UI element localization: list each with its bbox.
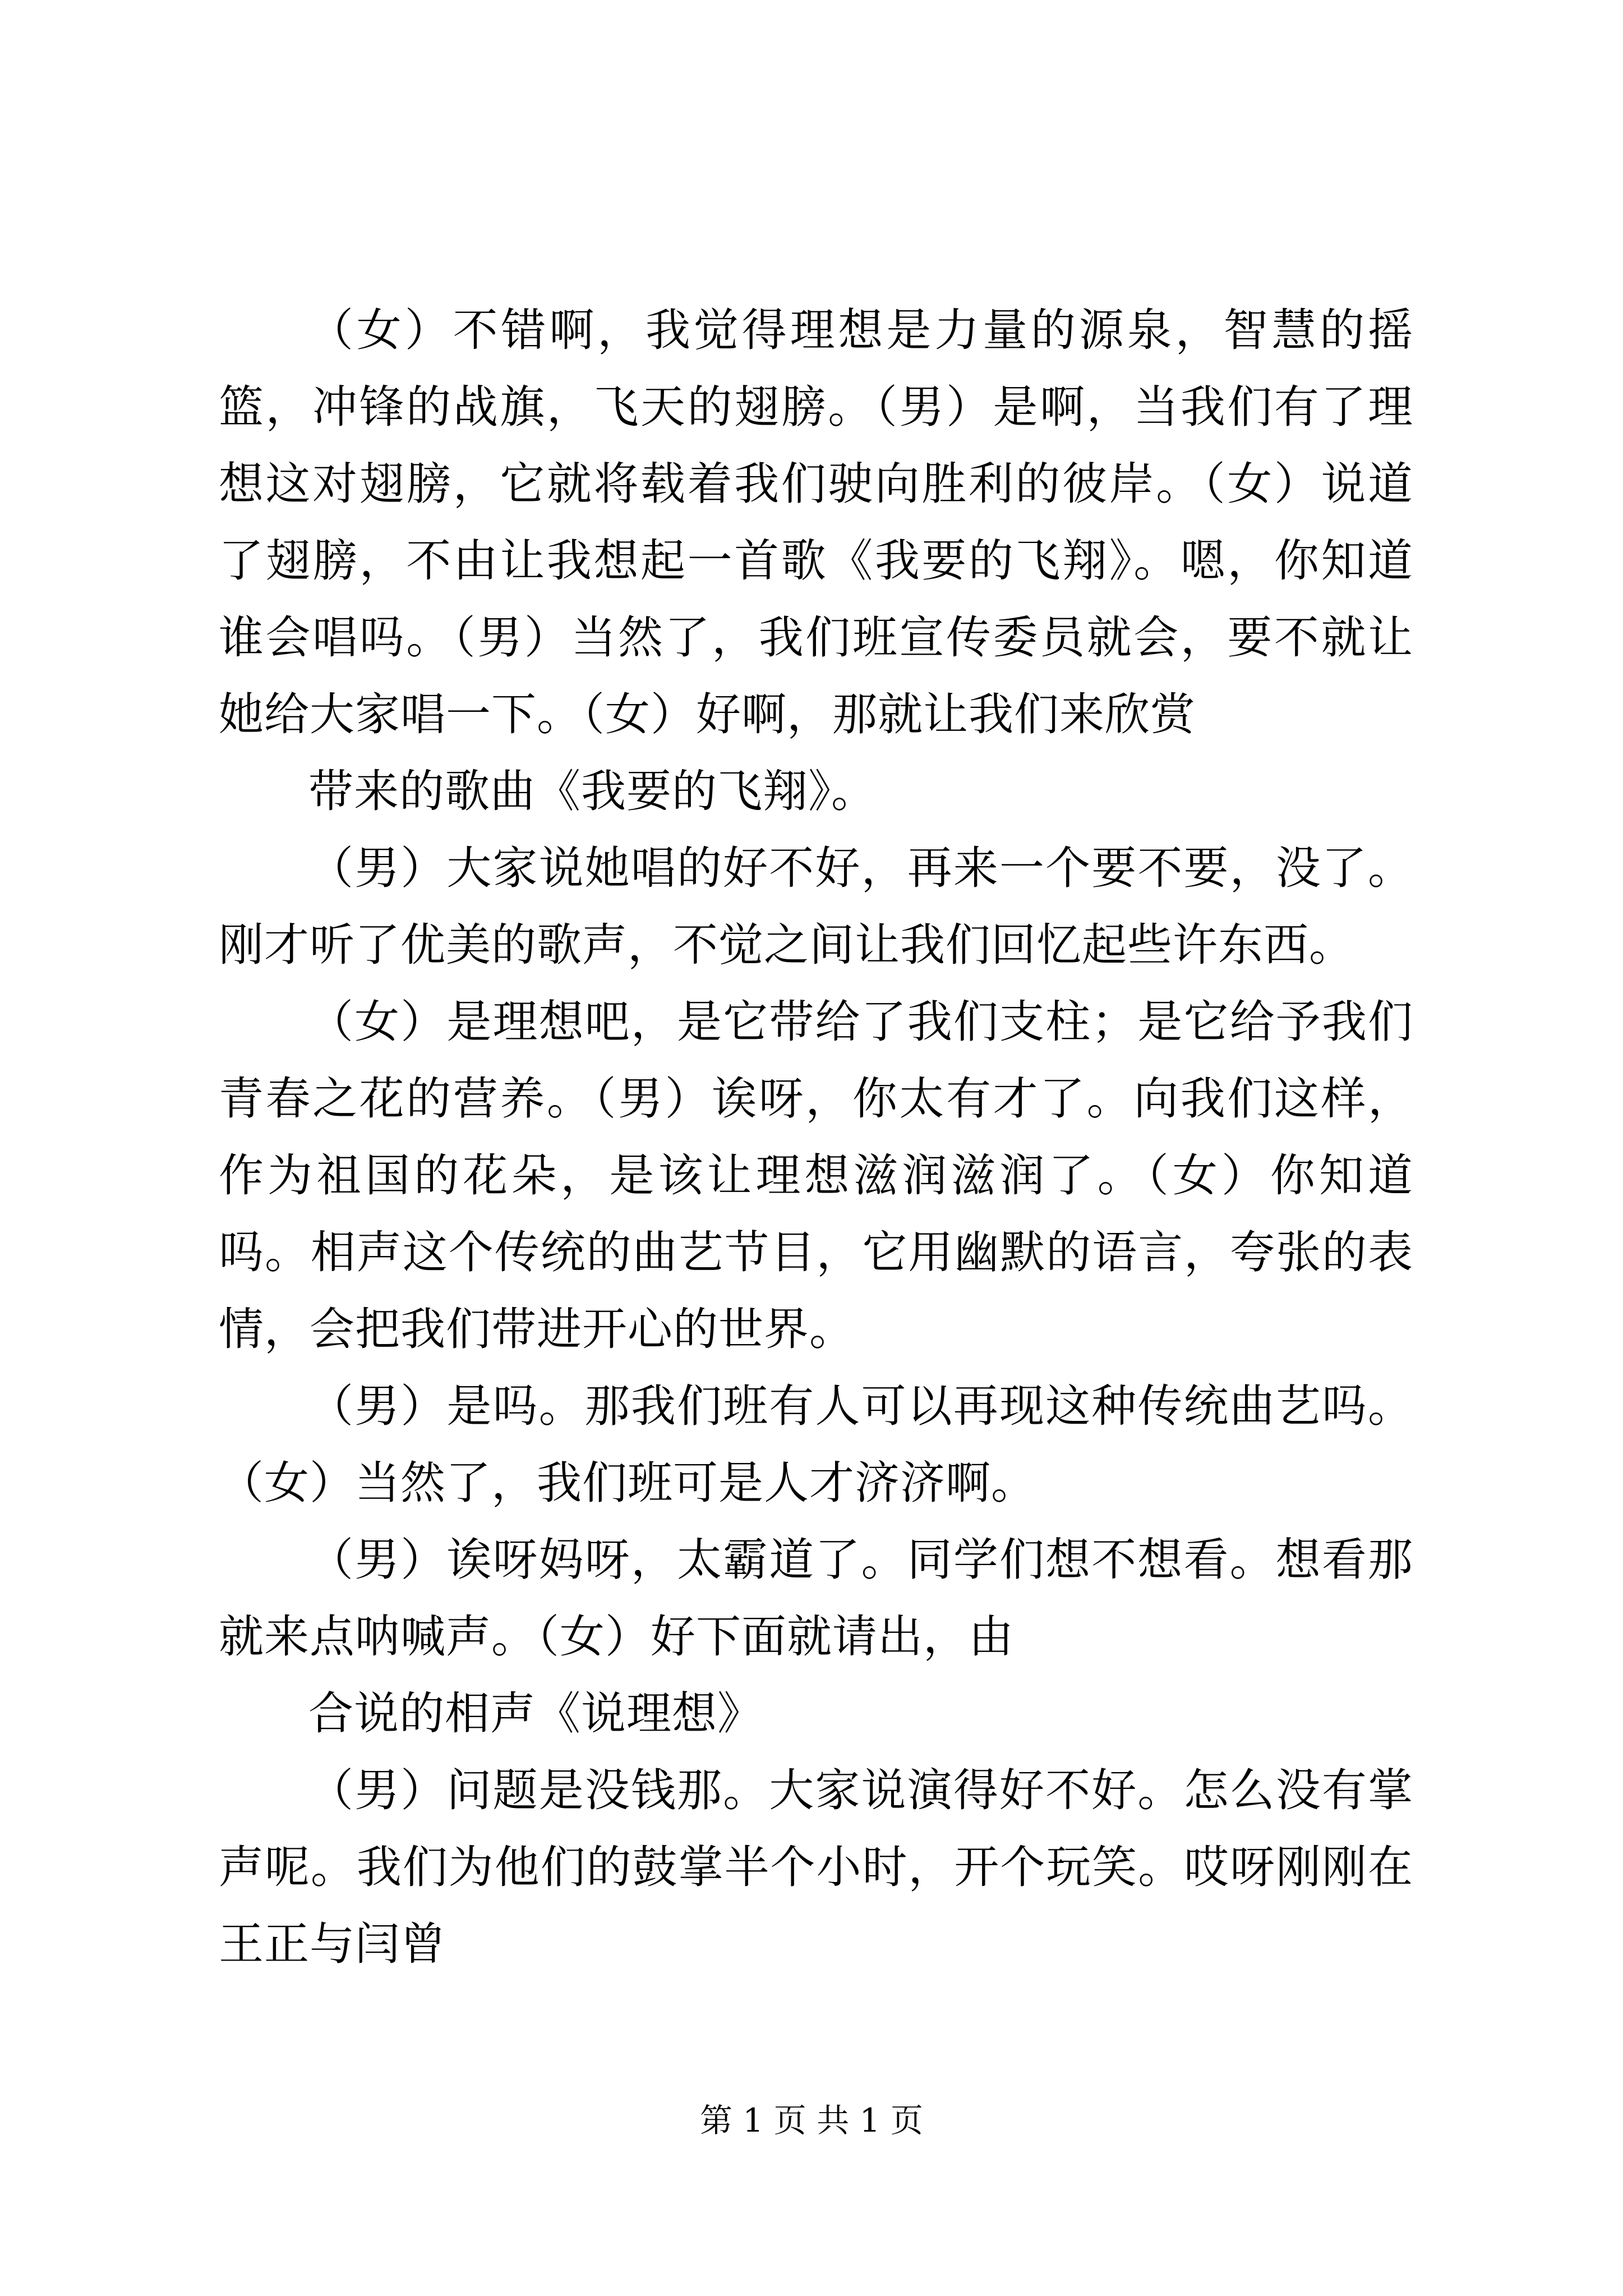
- page-footer: 第 1 页 共 1 页: [700, 2101, 923, 2139]
- document-body: [219, 292, 1413, 1982]
- paragraph: 带来的歌曲《我要的飞翔》。: [308, 765, 877, 817]
- paragraph: （女）是理想吧，是它带给了我们支柱；是它给予我们青春之花的营养。（男）诶呀，你太有才了。向我们这样，作为祖国的花朵，是该让理想滋润滋润了。（女）你知道吗。相声这个传统的曲艺节目，它用幽默的语言，夸张的表情，会把我们带进开心的世界。: [219, 996, 1413, 1355]
- paragraph: （男）大家说她唱的好不好，再来一个要不要，没了。刚才听了优美的歌声，不觉之间让我们回忆起些许东西。: [219, 842, 1413, 971]
- paragraph: （男）诶呀妈呀，太霸道了。同学们想不想看。想看那就来点呐喊声。（女）好下面就请出，由: [219, 1534, 1413, 1663]
- paragraph: （男）是吗。那我们班有人可以再现这种传统曲艺吗。（女）当然了，我们班可是人才济济啊。: [219, 1380, 1413, 1509]
- paragraph: （女）不错啊，我觉得理想是力量的源泉，智慧的摇篮，冲锋的战旗，飞天的翅膀。（男）是啊，当我们有了理想这对翅膀，它就将载着我们驶向胜利的彼岸。（女）说道了翅膀，不由让我想起一首歌《我要的飞翔》。嗯，你知道谁会唱吗。（男）当然了，我们班宣传委员就会，要不就让她给大家唱一下。（女）好啊，那就让我们来欣赏: [219, 304, 1413, 740]
- paragraph: （男）问题是没钱那。大家说演得好不好。怎么没有掌声呢。我们为他们的鼓掌半个小时，开个玩笑。哎呀刚刚在王正与闫曾: [219, 1764, 1413, 1970]
- paragraph: 合说的相声《说理想》: [308, 1687, 763, 1740]
